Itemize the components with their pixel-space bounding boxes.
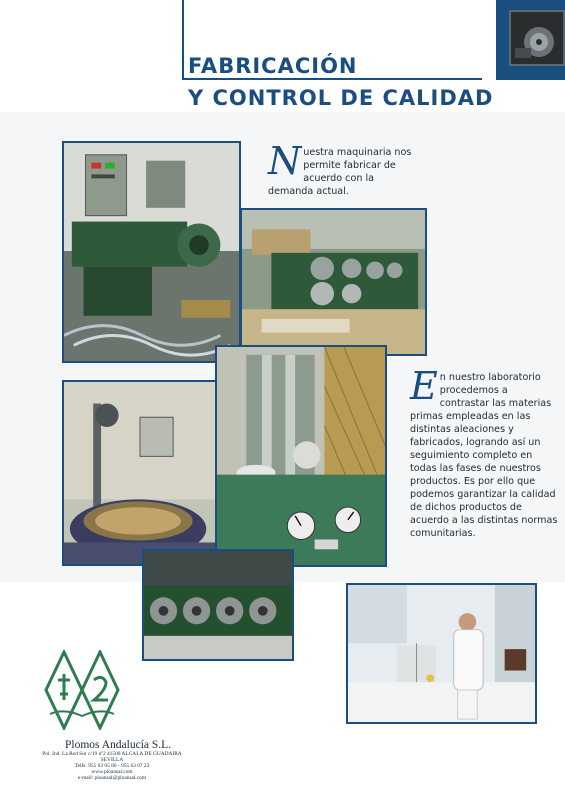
page-title-line1: FABRICACIÓN: [188, 54, 358, 78]
laboratory-dropcap: E: [410, 364, 438, 408]
laboratory-paragraph: [410, 364, 560, 540]
company-phones: Telfs: 955 63 05 86 - 955 63 07 23: [74, 763, 150, 769]
company-logo: [44, 650, 120, 730]
page-title-line2: Y CONTROL DE CALIDAD: [188, 86, 494, 110]
company-web[interactable]: www.ploansal.com: [91, 769, 133, 775]
laboratory-technician-photo: [346, 583, 537, 724]
spool-winding-machine-photo: [240, 208, 427, 356]
laboratory-text: n nuestro laboratorio procedemos a contrastar las materias primas empleadas en las distintas aleaciones y fabricados, logrando así un seguimiento completo en todas las fases de nuestros productos. Es por ello que podemos garantizar la calidad de dichos productos de acuerdo a las distintas normas comunitarias.: [410, 372, 558, 539]
company-name: Plomos Andalucía S.L.: [65, 739, 172, 751]
header-vertical-rule: [182, 0, 184, 80]
company-email[interactable]: e-mail: ploansal@ploansal.com: [77, 775, 147, 781]
pressure-gauge-machine-photo: [215, 345, 387, 567]
machinery-text: uestra maquinaria nos permite fabricar de acuerdo con la demanda actual.: [268, 147, 412, 197]
extrusion-machine-photo: [62, 141, 241, 363]
melting-pot-photo: [62, 380, 218, 566]
wire-reels-photo: [142, 549, 294, 661]
header-horizontal-rule: [182, 78, 482, 80]
machinery-dropcap: N: [268, 139, 302, 183]
corner-machine-photo: [509, 10, 565, 66]
company-city: SEVILLA: [100, 757, 124, 763]
machinery-paragraph: [268, 139, 418, 198]
company-address: Pol. Ind. La Red Sur c/19 nº2 41500 ALCALA DE GUADAIRA: [42, 751, 182, 757]
